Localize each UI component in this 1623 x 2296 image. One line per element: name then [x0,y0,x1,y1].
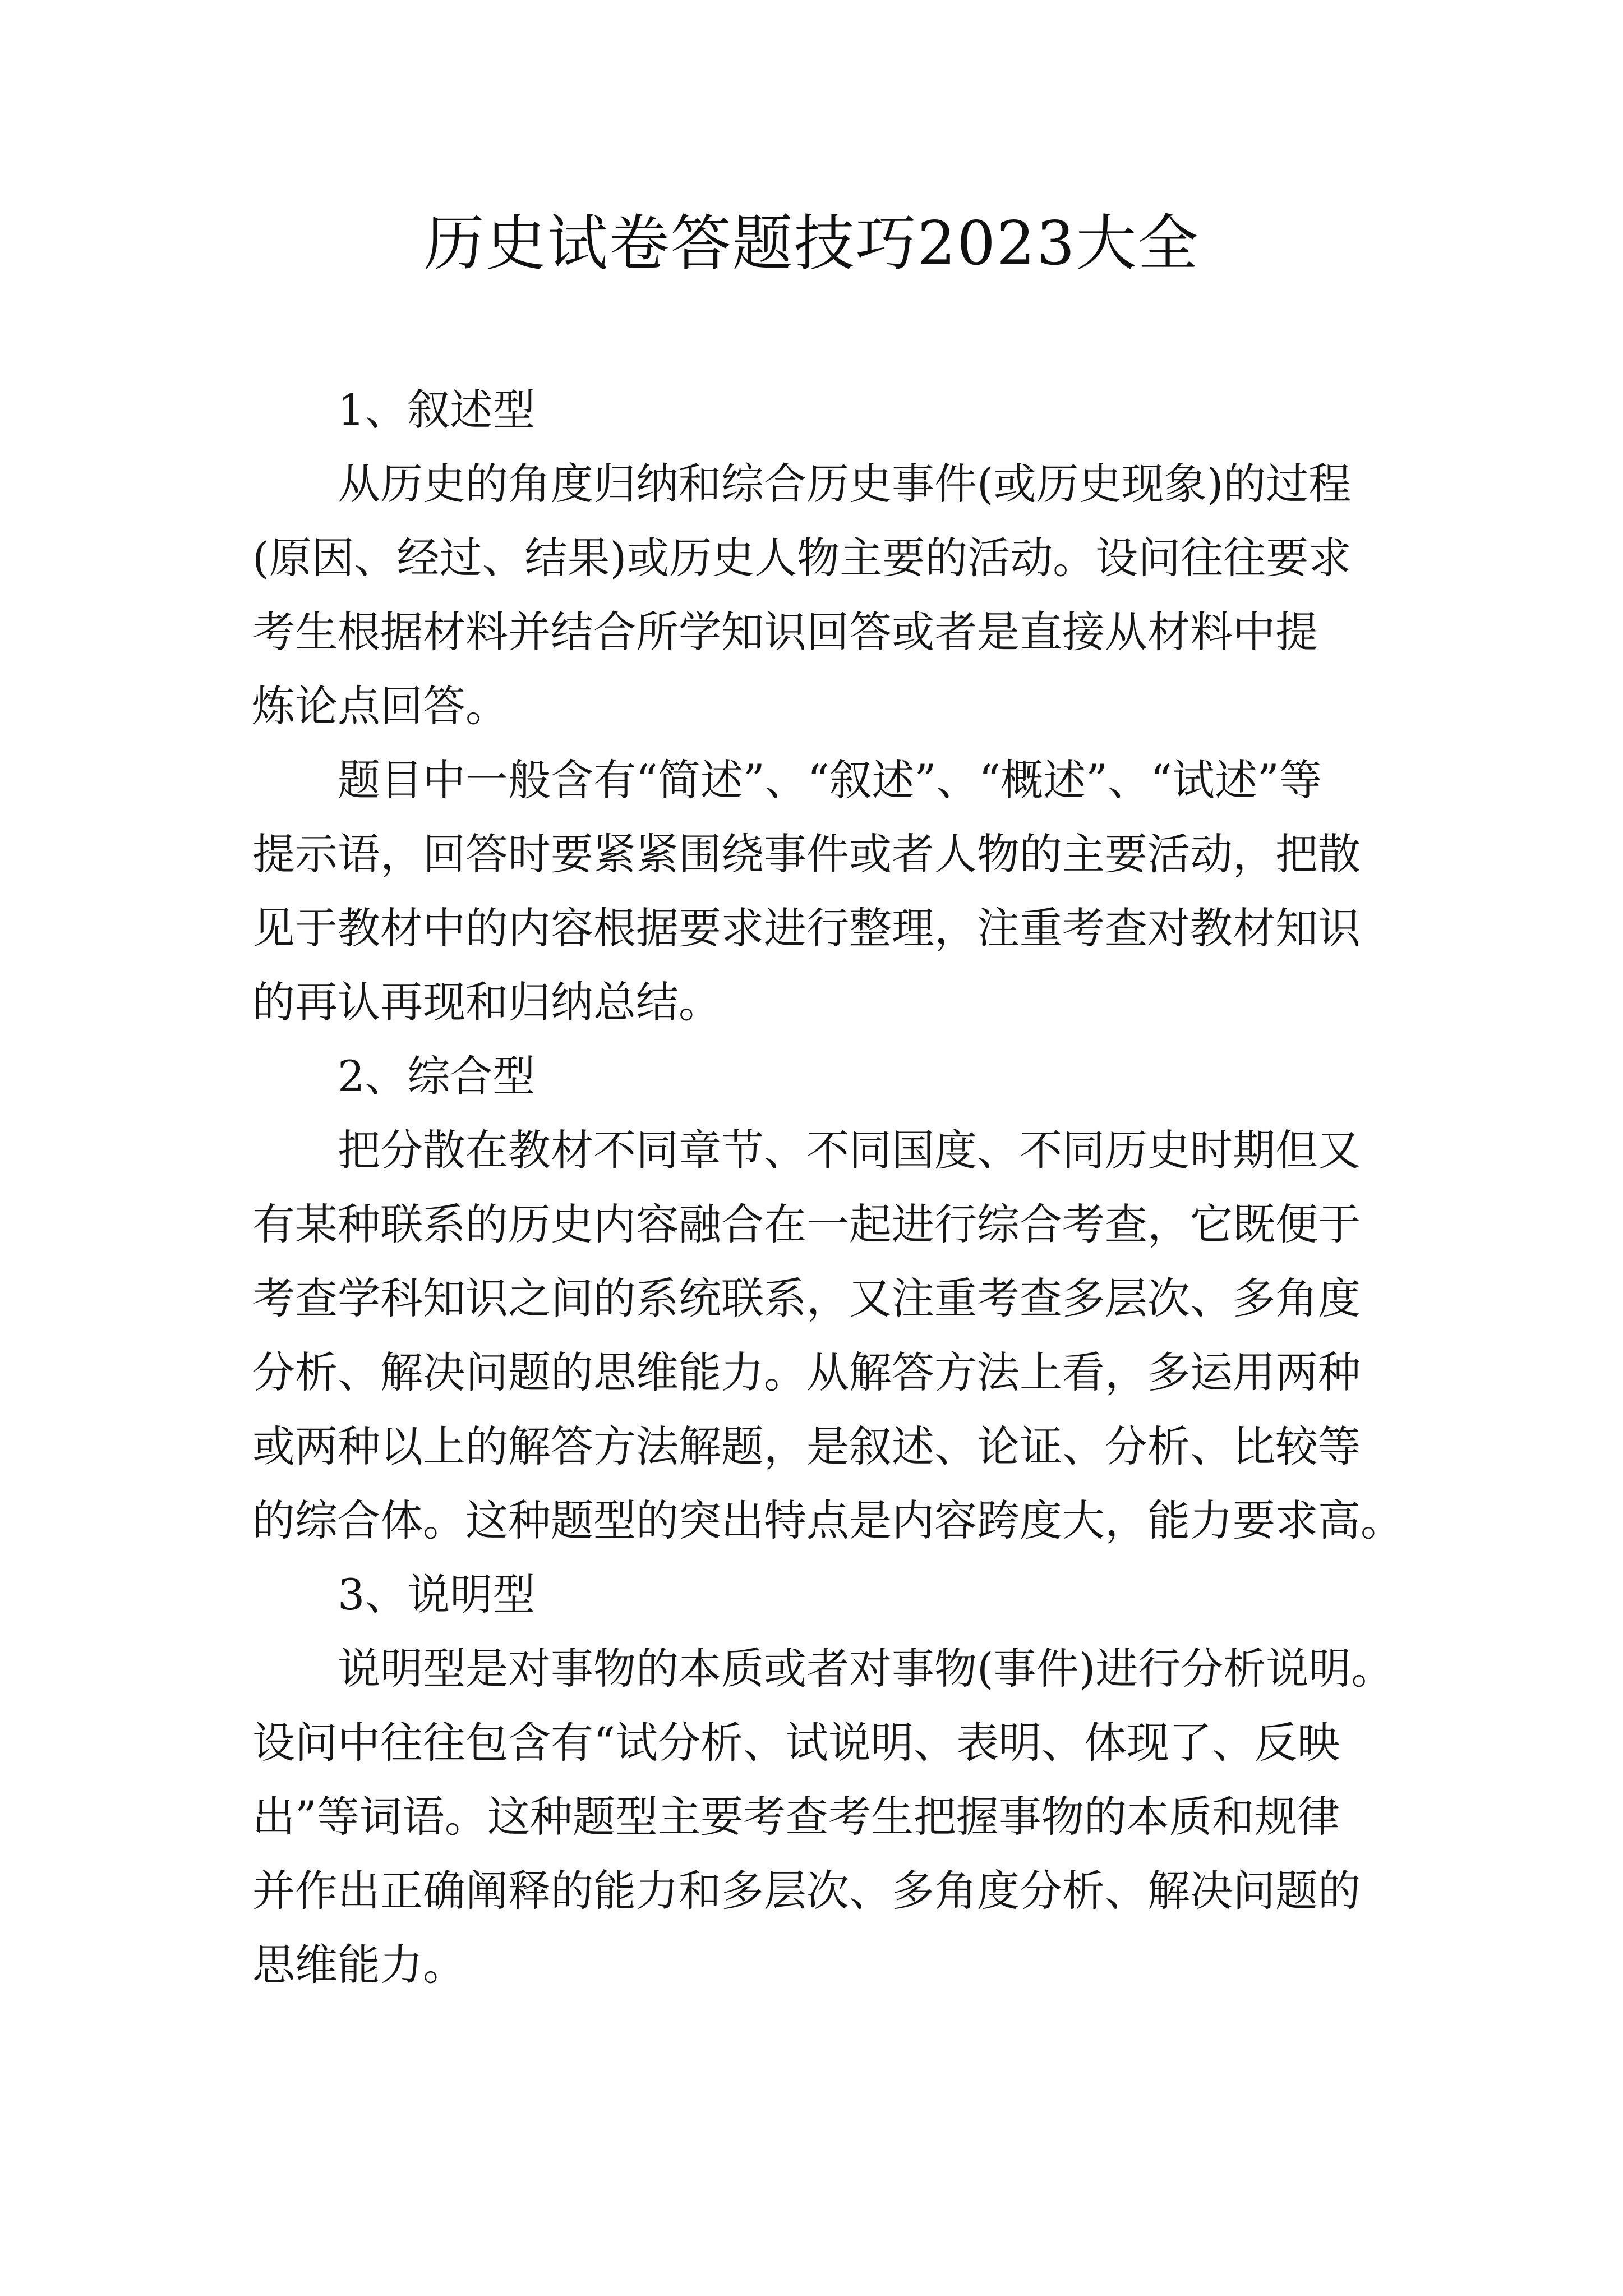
paragraph-line: 提示语，回答时要紧紧围绕事件或者人物的主要活动，把散 [252,829,1361,879]
paragraph-line: 的综合体。这种题型的突出特点是内容跨度大，能力要求高。 [252,1496,1403,1545]
paragraph-line: 炼论点回答。 [252,681,508,731]
paragraph-line: 说明型是对事物的本质或者对事物(事件)进行分析说明。 [338,1644,1394,1694]
paragraph-line: 或两种以上的解答方法解题，是叙述、论证、分析、比较等 [252,1421,1361,1471]
paragraph-line: 出”等词语。这种题型主要考查考生把握事物的本质和规律 [252,1792,1340,1842]
paragraph-line: 把分散在教材不同章节、不同国度、不同历史时期但又 [338,1125,1361,1175]
document-title: 历史试卷答题技巧2023大全 [423,209,1200,279]
paragraph-line: 的再认再现和归纳总结。 [252,977,721,1027]
section-heading-narrative: 1、叙述型 [338,385,536,435]
section-heading-comprehensive: 2、综合型 [338,1051,536,1101]
document-body [252,373,1403,2002]
paragraph-line: 见于教材中的内容根据要求进行整理，注重考查对教材知识 [252,903,1361,953]
paragraph-line: 设问中往往包含有“试分析、试说明、表明、体现了、反映 [252,1718,1340,1768]
section-heading-explanatory: 3、说明型 [338,1570,536,1619]
paragraph-line: 分析、解决问题的思维能力。从解答方法上看，多运用两种 [252,1347,1361,1397]
paragraph-line: 从历史的角度归纳和综合历史事件(或历史现象)的过程 [338,459,1352,509]
paragraph-line: 考查学科知识之间的系统联系，又注重考查多层次、多角度 [252,1273,1361,1323]
paragraph-line: 有某种联系的历史内容融合在一起进行综合考查，它既便于 [252,1199,1361,1249]
paragraph-line: 思维能力。 [252,1940,465,1990]
paragraph-line: 并作出正确阐释的能力和多层次、多角度分析、解决问题的 [252,1866,1361,1916]
paragraph-line: (原因、经过、结果)或历史人物主要的活动。设问往往要求 [252,533,1352,583]
paragraph-line: 考生根据材料并结合所学知识回答或者是直接从材料中提 [252,607,1318,657]
paragraph-line: 题目中一般含有“简述”、“叙述”、“概述”、“试述”等 [338,755,1322,805]
